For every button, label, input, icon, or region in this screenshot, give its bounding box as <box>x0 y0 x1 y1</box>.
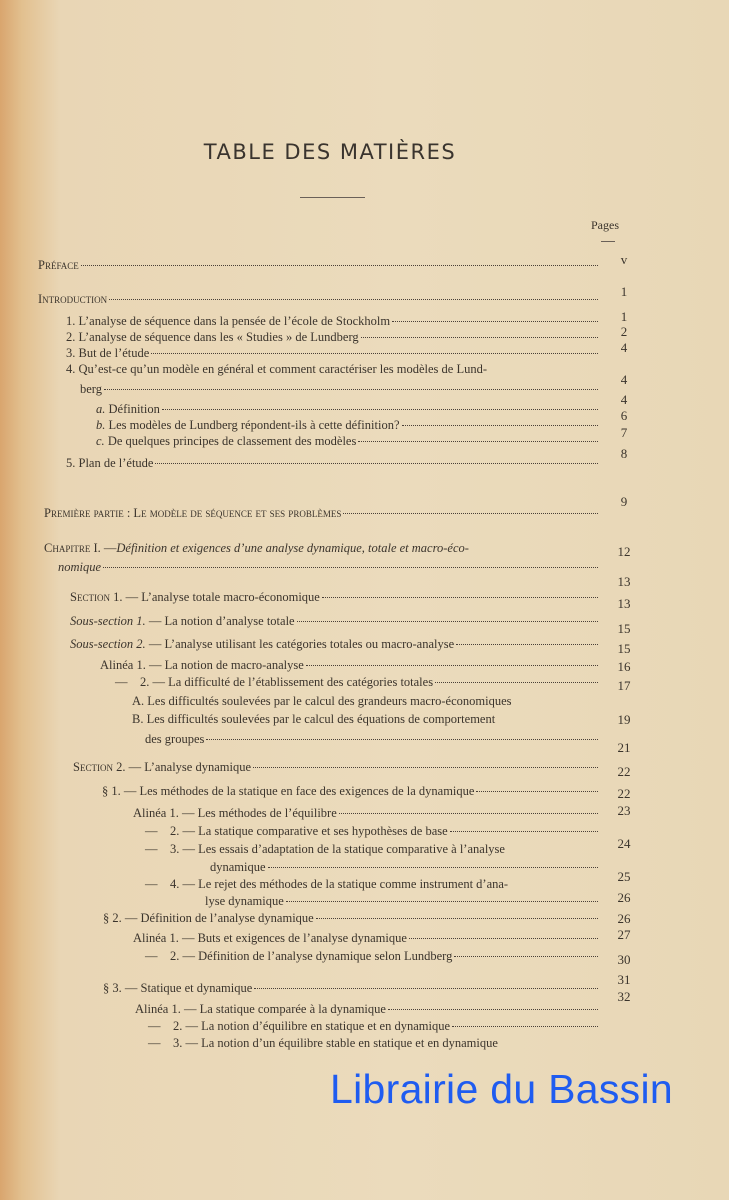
toc-entry <box>205 894 598 909</box>
page-number: 12 <box>617 544 631 559</box>
page-number: 32 <box>617 989 631 1004</box>
toc-entry <box>70 637 598 652</box>
toc-entry-text: Définition <box>105 402 160 416</box>
toc-entry <box>133 931 598 946</box>
toc-entry <box>58 560 598 575</box>
toc-entry <box>133 806 598 821</box>
page-number: 22 <box>617 786 631 801</box>
toc-entry <box>145 949 598 964</box>
toc-entry-text: berg <box>80 382 102 396</box>
toc-entry-prefix: Sous-section 1. <box>70 614 146 628</box>
page-number: 25 <box>617 869 631 884</box>
toc-entry-text: — 2. — La statique comparative et ses hypothèses de base <box>145 824 448 838</box>
toc-entry-text: 2. L’analyse de séquence dans les « Studies » de Lundberg <box>66 330 359 344</box>
page-number: 1 <box>620 309 628 324</box>
toc-entry-text: — 2. — Définition de l’analyse dynamique selon Lundberg <box>145 949 453 963</box>
toc-entry-text: Les modèles de Lundberg répondent-ils à cette définition? <box>105 418 400 432</box>
toc-entry-prefix: Section 2. <box>73 760 126 774</box>
dot-leader <box>358 441 598 442</box>
toc-entry-text: — 4. — Le rejet des méthodes de la statique comme instrument d’ana- <box>145 877 509 891</box>
dot-leader <box>343 513 598 514</box>
toc-entry <box>96 434 598 449</box>
toc-entry-text: — L’analyse utilisant les catégories totales ou macro-analyse <box>145 637 455 651</box>
toc-entry <box>66 330 598 345</box>
toc-entry-prefix: Première partie : Le modèle de séquence et ses problèmes <box>44 506 342 520</box>
toc-entry-text: Définition et exigences d’une analyse dynamique, totale et macro-éco- <box>116 541 469 555</box>
dot-leader <box>339 813 598 814</box>
page-number: 9 <box>620 494 628 509</box>
toc-entry <box>145 732 598 747</box>
toc-entry-text: des groupes <box>145 732 205 746</box>
page-number: 7 <box>620 425 628 440</box>
title-rule <box>300 197 365 198</box>
toc-entry-text: — 2. — La notion d’équilibre en statique et en dynamique <box>148 1019 451 1033</box>
toc-entry <box>132 712 598 727</box>
toc-entry <box>132 694 598 709</box>
toc-entry <box>96 402 598 417</box>
toc-entry <box>66 362 598 377</box>
toc-entry-text: 1. L’analyse de séquence dans la pensée de l’école de Stockholm <box>66 314 391 328</box>
page-number: 4 <box>620 340 628 355</box>
dot-leader <box>306 665 598 666</box>
toc-entry <box>44 541 598 556</box>
dot-leader <box>435 682 598 683</box>
pages-rule <box>601 241 615 242</box>
page-number: 22 <box>617 764 631 779</box>
dot-leader <box>409 938 598 939</box>
dot-leader <box>316 918 598 919</box>
toc-entry <box>145 877 598 892</box>
toc-entry-text: B. Les difficultés soulevées par le calcul des équations de comportement <box>132 712 496 726</box>
dot-leader <box>268 867 598 868</box>
toc-entry-prefix: a. <box>96 402 106 416</box>
page-number: 1 <box>620 284 628 299</box>
page-number: 19 <box>617 712 631 727</box>
page-number: 15 <box>617 621 631 636</box>
page-number: 8 <box>620 446 628 461</box>
dot-leader <box>151 353 598 354</box>
toc-entry-text: dynamique <box>210 860 266 874</box>
watermark: Librairie du Bassin <box>330 1066 673 1112</box>
toc-entry <box>115 675 598 690</box>
toc-entry <box>103 911 598 926</box>
page-title: TABLE DES MATIÈRES <box>203 140 457 164</box>
dot-leader <box>456 644 598 645</box>
toc-entry <box>148 1036 598 1051</box>
page-number: 27 <box>617 927 631 942</box>
page-number: 16 <box>617 659 631 674</box>
toc-entry-text: 5. Plan de l’étude <box>66 456 154 470</box>
toc-entry-text: 3. But de l’étude <box>66 346 150 360</box>
toc-entry-text: Alinéa 1. — La statique comparée à la dynamique <box>135 1002 386 1016</box>
toc-entry-text: Alinéa 1. — Buts et exigences de l’analyse dynamique <box>133 931 407 945</box>
toc-entry-text: Alinéa 1. — Les méthodes de l’équilibre <box>133 806 337 820</box>
toc-entry <box>145 842 598 857</box>
toc-entry-text: § 3. — Statique et dynamique <box>103 981 253 995</box>
toc-entry-text: 4. Qu’est-ce qu’un modèle en général et comment caractériser les modèles de Lund- <box>66 362 488 376</box>
page-number: 13 <box>617 574 631 589</box>
dot-leader <box>104 389 598 390</box>
pages-column-header: Pages <box>591 218 619 232</box>
toc-entry-text: § 2. — Définition de l’analyse dynamique <box>103 911 314 925</box>
dot-leader <box>297 621 598 622</box>
page-number: 26 <box>617 911 631 926</box>
toc-entry-text: § 1. — Les méthodes de la statique en face des exigences de la dynamique <box>102 784 475 798</box>
page-number: 24 <box>617 836 631 851</box>
page-number: 13 <box>617 596 631 611</box>
dot-leader <box>476 791 598 792</box>
toc-entry <box>66 456 598 471</box>
toc-entry-prefix: Préface <box>38 258 79 272</box>
dot-leader <box>361 337 598 338</box>
page-number: 26 <box>617 890 631 905</box>
toc-entry <box>148 1019 598 1034</box>
toc-entry <box>38 258 598 273</box>
page-number: 6 <box>620 408 628 423</box>
toc-entry-text: Alinéa 1. — La notion de macro-analyse <box>100 658 304 672</box>
toc-entry <box>80 382 598 397</box>
toc-entry-text: — L’analyse totale macro-économique <box>122 590 320 604</box>
toc-entry-prefix: Introduction <box>38 292 108 306</box>
toc-entry <box>96 418 598 433</box>
dot-leader <box>81 265 598 266</box>
dot-leader <box>206 739 598 740</box>
dot-leader <box>253 767 598 768</box>
toc-entry-text: lyse dynamique <box>205 894 284 908</box>
dot-leader <box>103 567 598 568</box>
dot-leader <box>402 425 599 426</box>
dot-leader <box>286 901 598 902</box>
toc-entry <box>135 1002 598 1017</box>
toc-entry <box>38 292 598 307</box>
toc-entry <box>210 860 598 875</box>
dot-leader <box>388 1009 598 1010</box>
toc-entry-text: — 3. — Les essais d’adaptation de la statique comparative à l’analyse <box>145 842 505 856</box>
page-number: 21 <box>617 740 631 755</box>
toc-entry-prefix: c. <box>96 434 105 448</box>
toc-entry-prefix: b. <box>96 418 106 432</box>
page-number: 2 <box>620 324 628 339</box>
page-number: 4 <box>620 392 628 407</box>
page-number: 30 <box>617 952 631 967</box>
toc-entry <box>44 506 598 521</box>
page-number: 15 <box>617 641 631 656</box>
dot-leader <box>109 299 598 300</box>
toc-entry-prefix: Chapitre I. — <box>44 541 117 555</box>
toc-entry <box>66 346 598 361</box>
dot-leader <box>392 321 598 322</box>
dot-leader <box>155 463 598 464</box>
page-number: 23 <box>617 803 631 818</box>
toc-entry <box>100 658 598 673</box>
dot-leader <box>450 831 598 832</box>
toc-entry-text: nomique <box>58 560 102 574</box>
toc-entry-text: — La notion d’analyse totale <box>145 614 295 628</box>
toc-entry <box>66 314 598 329</box>
dot-leader <box>322 597 598 598</box>
toc-entry-text: — 3. — La notion d’un équilibre stable en statique et en dynamique <box>148 1036 498 1050</box>
page-number: v <box>620 252 628 267</box>
dot-leader <box>452 1026 598 1027</box>
toc-entry-text: De quelques principes de classement des modèles <box>104 434 357 448</box>
dot-leader <box>454 956 598 957</box>
toc-entry-prefix: Section 1. <box>70 590 123 604</box>
toc-entry <box>103 981 598 996</box>
dot-leader <box>162 409 598 410</box>
toc-entry <box>73 760 598 775</box>
toc-entry-prefix: Sous-section 2. <box>70 637 146 651</box>
toc-entry-text: — L’analyse dynamique <box>125 760 252 774</box>
toc-entry <box>145 824 598 839</box>
toc-entry <box>70 590 598 605</box>
toc-entry-text: A. Les difficultés soulevées par le calcul des grandeurs macro-économiques <box>132 694 512 708</box>
page-number: 17 <box>617 678 631 693</box>
toc-entry <box>70 614 598 629</box>
dot-leader <box>254 988 598 989</box>
page-number: 31 <box>617 972 631 987</box>
page-number: 4 <box>620 372 628 387</box>
toc-entry <box>102 784 598 799</box>
toc-entry-text: — 2. — La difficulté de l’établissement des catégories totales <box>115 675 434 689</box>
